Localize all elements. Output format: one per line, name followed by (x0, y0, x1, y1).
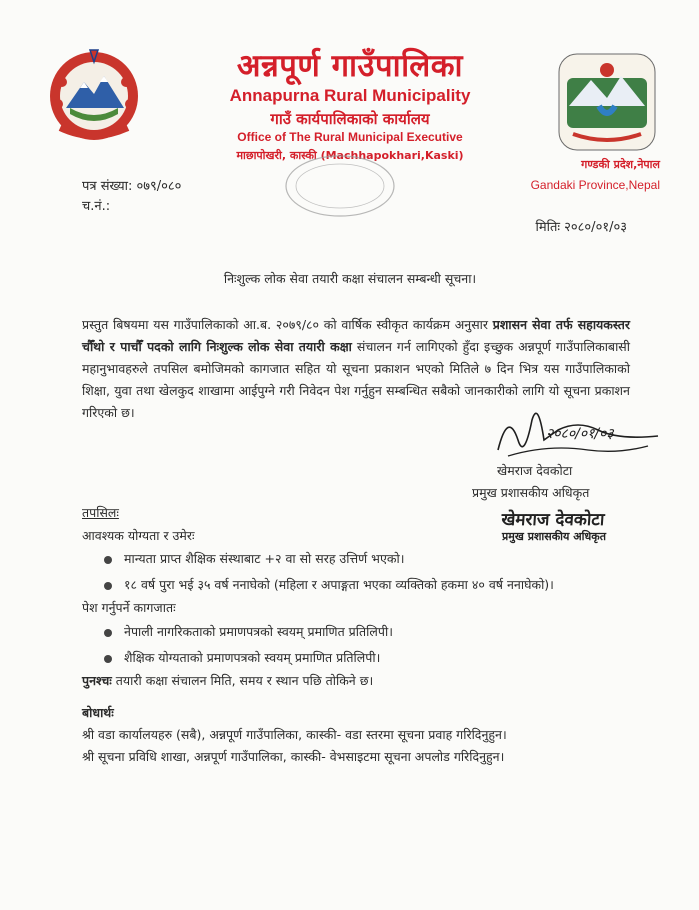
bullet-icon (104, 655, 112, 663)
bullet-icon (104, 556, 112, 564)
municipality-name-english: Annapurna Rural Municipality (229, 86, 471, 105)
letter-date: मितिः २०८०/०१/०३ (535, 220, 627, 235)
handwritten-signature (488, 400, 668, 470)
cc-item: श्री वडा कार्यालयहरु (सबै), अन्नपूर्ण गाउँपालिका, कास्की- वडा स्तरमा सूचना प्रवाह गरिदिनुहुन। (82, 727, 507, 742)
postscript-text: तयारी कक्षा संचालन मिति, समय र स्थान पछि तोकिने छ। (111, 673, 374, 688)
requirements-heading: आवश्यक योग्यता र उमेरः (82, 528, 195, 543)
body-text-1: प्रस्तुत बिषयमा यस गाउँपालिकाको आ.ब. २०७९/८० को वार्षिक स्वीकृत कार्यक्रम अनुसार (82, 317, 493, 332)
postscript-label: पुनश्चः (82, 673, 112, 688)
body-text-bold: प्रशासन सेवा तर्फ सहायकस्तर चौँथो र पाचौँ पदको लागि निःशुल्क लोक सेवा तयारी कक्षा (82, 317, 631, 354)
signature-date: २०८०/०१/०३ (546, 426, 614, 442)
dispatch-number: च.नं.: (82, 199, 111, 214)
letter-number: पत्र संख्या: ०७९/०८० (82, 179, 182, 194)
signatory-name: खेमराज देवकोटा (497, 463, 573, 478)
notice-subject: निःशुल्क लोक सेवा तयारी कक्षा संचालन सम्बन्धी सूचना। (223, 271, 477, 286)
postscript (82, 672, 373, 689)
bullet-icon (104, 629, 112, 637)
cc-label: बोधार्थः (82, 705, 114, 720)
stamp-name: खेमराज देवकोटा (500, 510, 606, 530)
municipality-name-nepali: अन्नपूर्ण गाउँपालिका (236, 48, 464, 84)
bullet-icon (104, 582, 112, 590)
office-address: माछापोखरी, कास्की (Machhapokhari,Kaski) (236, 149, 464, 162)
office-name-english: Office of The Rural Municipal Executive (237, 130, 463, 144)
documents-heading: पेश गर्नुपर्ने कागजातः (82, 600, 176, 615)
office-name-nepali: गाउँ कार्यपालिकाको कार्यालय (270, 110, 430, 128)
body-text-2: संचालन गर्न लागिएको हुँदा इच्छुक अन्नपूर्ण गाउँपालिकाबासी महानुभावहरुले तपसिल बमोजिमको कागजात सहित यो सूचना प्रकाशन भएको मितिले ७ दिन भित्र यस गाउँपालिकाको शिक्षा, युवा तथा खेलकुद शाखामा आईपुग्ने गरी निवेदन पेश गर्नुहुन सम्बन्धित सबैको जानकारीको लागि यो सूचना प्रकाशन गरिएको छ। (82, 339, 630, 420)
cc-item: श्री सूचना प्रविधि शाखा, अन्नपूर्ण गाउँपालिका, कास्की- वेभसाइटमा सूचना अपलोड गरिदिनुहुन। (82, 749, 505, 764)
requirement-item: मान्यता प्राप्त शैक्षिक संस्थाबाट +२ वा सो सरह उत्तिर्ण भएको। (124, 551, 405, 566)
document-item: शैक्षिक योग्यताको प्रमाणपत्रको स्वयम् प्रमाणित प्रतिलिपी। (124, 650, 381, 665)
province-nepali: गण्डकी प्रदेश,नेपाल (581, 158, 660, 171)
signatory-stamp (488, 507, 618, 547)
nepal-emblem-icon (40, 42, 148, 150)
province-english: Gandaki Province,Nepal (530, 178, 660, 192)
stamp-title: प्रमुख प्रशासकीय अधिकृत (502, 530, 606, 543)
office-stamp-icon (280, 150, 400, 222)
details-label: तपसिलः (82, 505, 119, 520)
municipality-logo-icon (555, 50, 659, 154)
signatory-title: प्रमुख प्रशासकीय अधिकृत (472, 485, 590, 500)
requirement-item: १८ वर्ष पुरा भई ३५ वर्ष ननाघेको (महिला र अपाङ्गता भएका व्यक्तिको हकमा ४० वर्ष ननाघेको)। (124, 577, 554, 592)
document-item: नेपाली नागरिकताको प्रमाणपत्रको स्वयम् प्रमाणित प्रतिलिपी। (124, 624, 393, 639)
